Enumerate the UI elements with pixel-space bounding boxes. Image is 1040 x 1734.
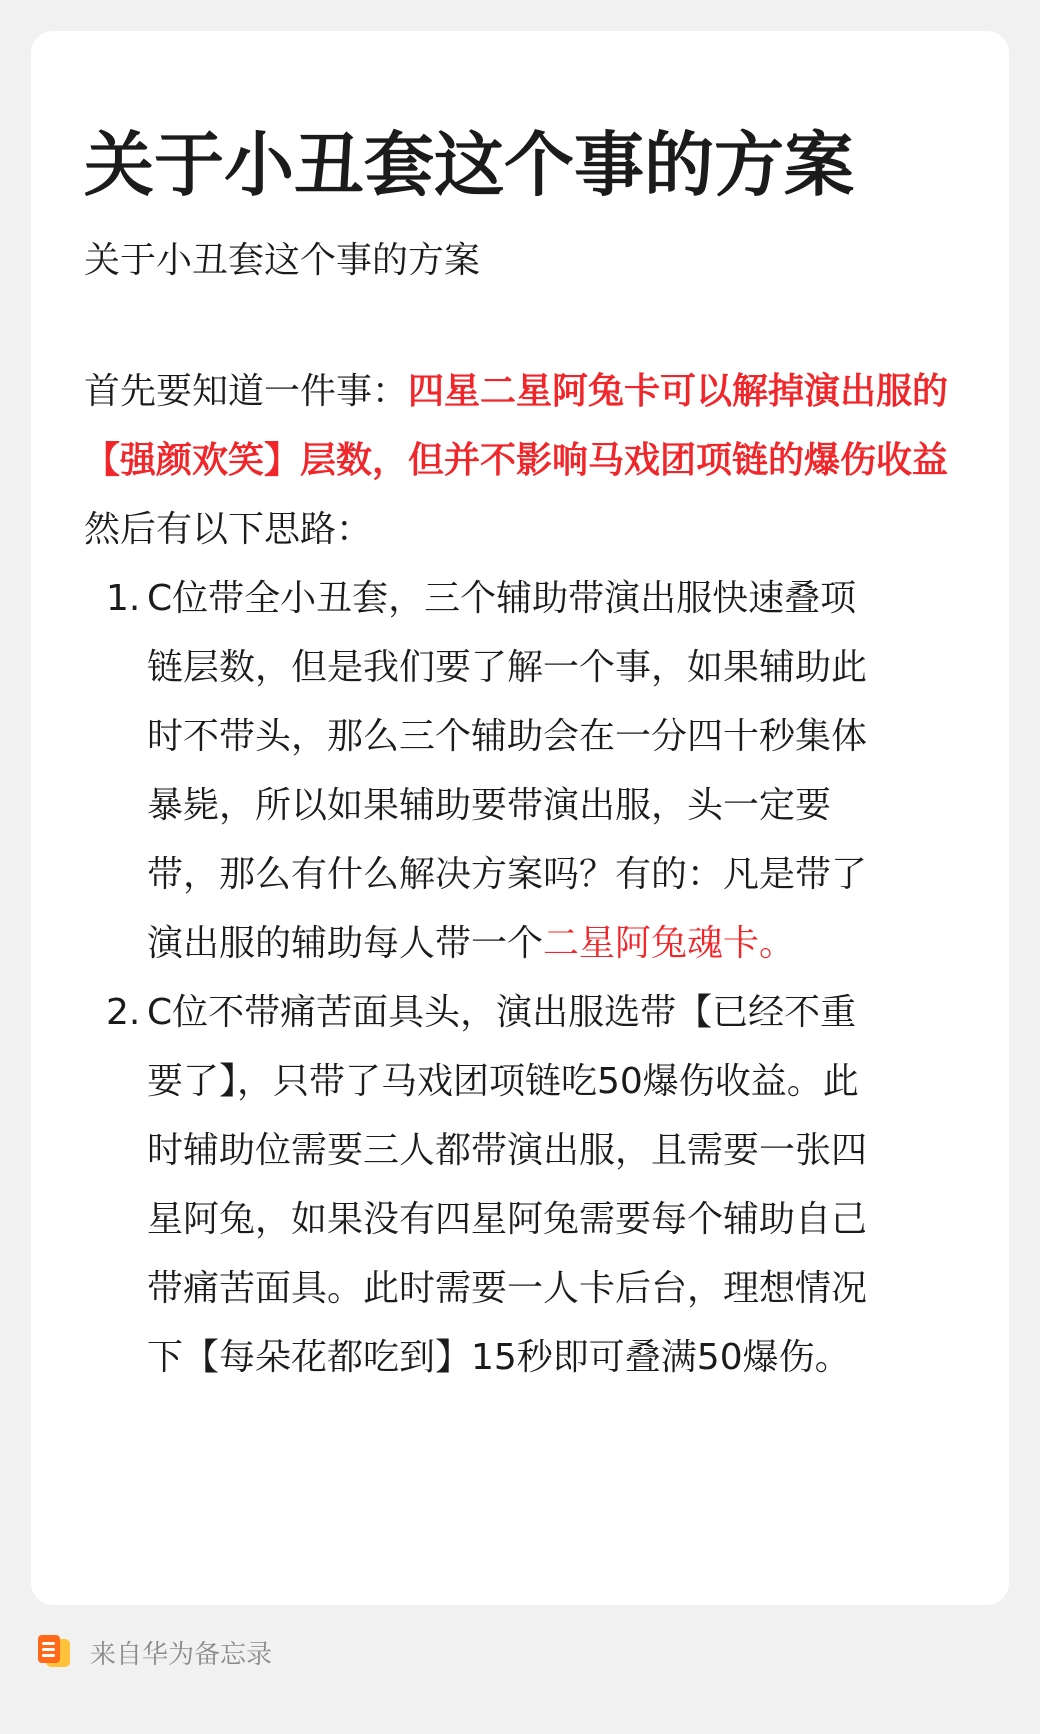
list-item-number: 2. xyxy=(106,992,141,1033)
footer xyxy=(36,1634,272,1670)
list-item xyxy=(84,978,887,1392)
list-item xyxy=(84,564,887,978)
note-title: 关于小丑套这个事的方案 xyxy=(84,124,854,206)
list-item-highlight: 二星阿兔魂卡。 xyxy=(543,923,796,964)
thoughts-list xyxy=(84,564,974,1392)
list-item-number: 1. xyxy=(106,578,141,619)
footer-source-text: 来自华为备忘录 xyxy=(90,1639,273,1670)
intro-prefix: 首先要知道一件事： xyxy=(84,371,409,412)
note-card xyxy=(31,31,1009,1605)
intro-highlight: 四星二星阿兔卡可以解掉演出服的【强颜欢笑】层数，但并不影响马戏团项链的爆伤收益 xyxy=(84,371,949,481)
thoughts-label: 然后有以下思路： xyxy=(84,509,373,550)
note-body xyxy=(84,357,974,1392)
intro-paragraph xyxy=(84,357,974,495)
notepad-icon xyxy=(36,1635,72,1669)
list-item-text: C位带全小丑套，三个辅助带演出服快速叠项链层数，但是我们要了解一个事，如果辅助此时不带头，那么三个辅助会在一分四十秒集体暴毙，所以如果辅助要带演出服，头一定要带，那么有什么解决方案吗？有的：凡是带了演出服的辅助每人带一个 xyxy=(147,578,868,964)
list-item-text: C位不带痛苦面具头，演出服选带【已经不重要了】，只带了马戏团项链吃50爆伤收益。此时辅助位需要三人都带演出服，且需要一张四星阿兔，如果没有四星阿兔需要每个辅助自己带痛苦面具。此时需要一人卡后台，理想情况下【每朵花都吃到】15秒即可叠满50爆伤。 xyxy=(147,992,868,1378)
note-subtitle: 关于小丑套这个事的方案 xyxy=(84,240,481,281)
